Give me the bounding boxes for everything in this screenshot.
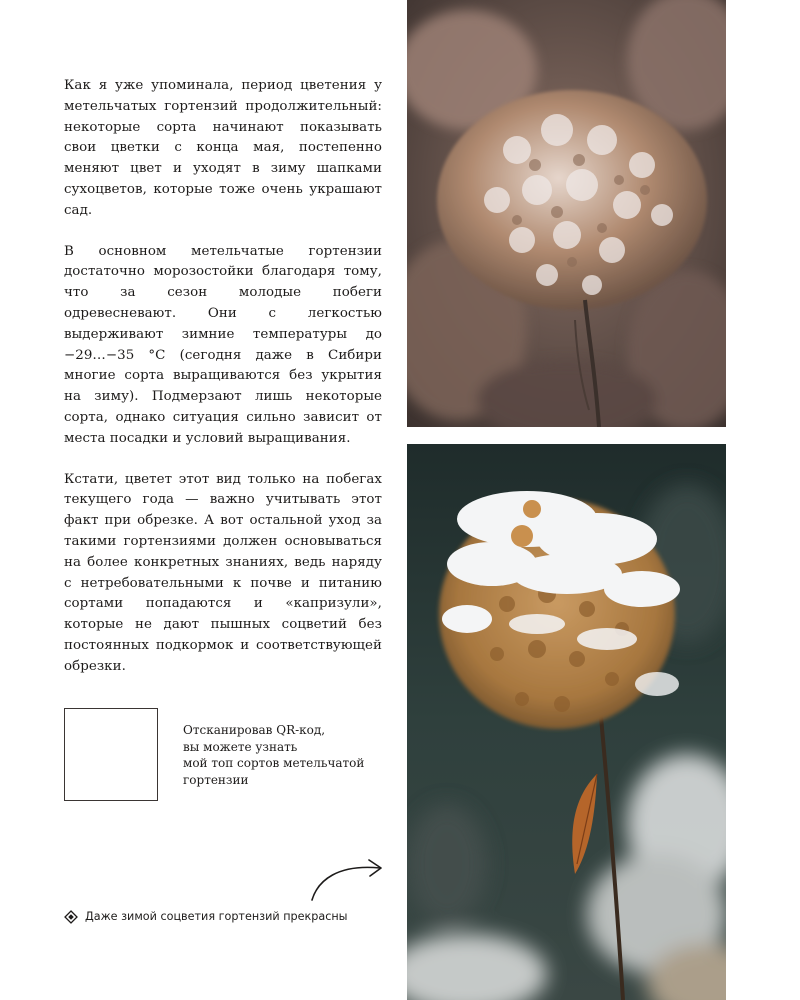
photo-caption: [64, 909, 394, 925]
paragraph-3: Кстати, цветет этот вид только на побегах текущего года — важно учитывать этот факт при обрезке. А вот остальной уход за такими гортензиями должен основываться на более конкретных знаниях, ведь наряду с нетребовательными к почве и питанию сортами попадаются и «капризули», которые не дают пышных соцветий без постоянных подкормок и соответствующей обрезки.: [64, 471, 382, 674]
curved-arrow-icon: [306, 852, 390, 904]
qr-caption-line-1: Отсканировав QR-код,: [183, 723, 326, 737]
photo-frosted-hydrangea: [407, 0, 726, 427]
qr-caption: [183, 722, 383, 788]
qr-caption-line-2: вы можете узнать: [183, 739, 298, 754]
article-text: [64, 76, 382, 698]
diamond-bullet-icon: [64, 910, 78, 924]
paragraph-2: В основном метельчатые гортензии достаточно морозостойки благодаря тому, что за сезон молодые побеги одревесневают. Они с легкостью выдерживают зимние температуры до −29…−35 °С (сегодня даже в Сибири многие сорта выращиваются без укрытия на зиму). Подмерзают лишь некоторые сорта, однако ситуация сильно зависит от места посадки и условий выращивания.: [64, 243, 382, 446]
photo-snowy-hydrangea: [407, 444, 726, 1000]
qr-caption-line-3: мой топ сортов метельчатой: [183, 756, 365, 771]
qr-caption-line-4: гортензии: [183, 772, 249, 787]
photo-caption-text: Даже зимой соцветия гортензий прекрасны: [85, 910, 348, 923]
qr-code-placeholder[interactable]: [64, 708, 158, 801]
paragraph-1: Как я уже упоминала, период цветения у метельчатых гортензий продолжительный: некоторые сорта начинают показывать свои цветки с конца мая, постепенно меняют цвет и уходят в зиму шапками сухоцветов, которые тоже очень украшают сад.: [64, 78, 382, 218]
